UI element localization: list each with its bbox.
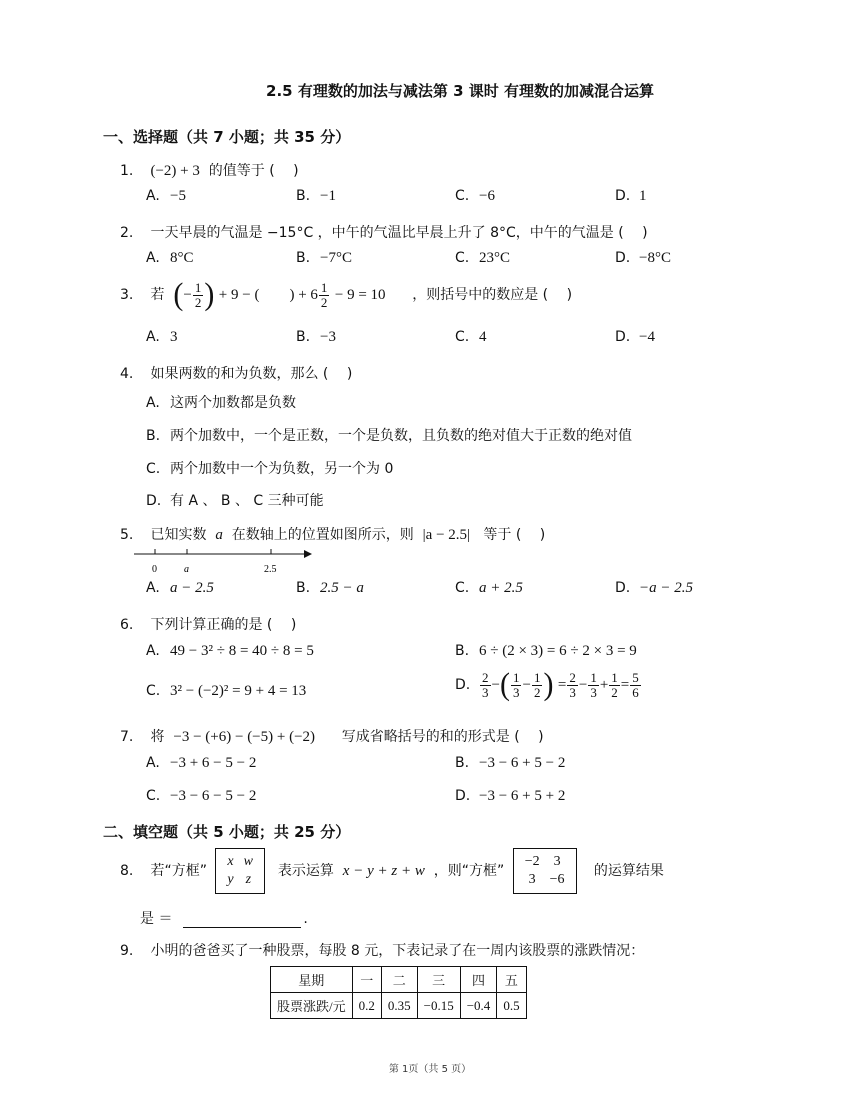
option-A: A. 8°C [146, 250, 194, 266]
tick-label-2.5: 2.5 [264, 564, 277, 575]
question-2 [120, 222, 648, 242]
option-C: C. a + 2.5 [455, 580, 523, 596]
option-D: D. 1 [615, 188, 647, 204]
question-number: 1. [120, 163, 134, 179]
option-D: D. 有 A 、 B 、 C 三种可能 [146, 493, 324, 509]
option-B: B. 2.5 − a [296, 580, 364, 596]
table-row: 股票涨跌/元 0.2 0.35 −0.15 −0.4 0.5 [271, 993, 527, 1019]
expression: x − y + z + w [342, 863, 425, 879]
question-text: 小明的爸爸买了一种股票，每股 8 元，下表记录了在一周内该股票的涨跌情况： [150, 943, 645, 959]
option-A: A. −5 [146, 188, 186, 204]
question-text: 一天早晨的气温是 −15°C ，中午的气温比早晨上升了 8°C，中午的气温是 ( ) [150, 225, 648, 241]
box-matrix-variables: x w y z [215, 848, 265, 894]
section-heading-fill: 二、填空题（共 5 小题；共 25 分） [103, 823, 351, 841]
option-A: A. 这两个加数都是负数 [146, 395, 296, 411]
option-C: C. −6 [455, 188, 495, 204]
option-C: C. 两个加数中一个为负数，另一个为 0 [146, 461, 394, 477]
question-3: 3. 若 (− $\frac{1}{2}$ ) + 9 − ( ) + 6 $\frac{1}{2}$ − 9 = 10 ，则括号中的数应是 ( ) [120, 277, 573, 312]
question-text: 的值等于 ( ) [208, 163, 299, 179]
fraction: $\frac{1}{2}$ [194, 279, 202, 310]
question-number: 4. [120, 366, 134, 382]
option-A: A. 49 − 3² ÷ 8 = 40 ÷ 8 = 5 [146, 643, 314, 659]
question-7: 7. 将 −3 − (+6) − (−5) + (−2) 写成省略括号的和的形式是 ( ) [120, 729, 544, 745]
answer-line: 是 ＝ . [140, 911, 308, 927]
option-C: C. −3 − 6 − 5 − 2 [146, 788, 257, 804]
question-text: 下列计算正确的是 ( ) [150, 617, 297, 633]
option-B: B. −7°C [296, 250, 352, 266]
question-9 [120, 940, 644, 960]
option-D: D. −4 [615, 329, 655, 345]
expression: (−2) + 3 [150, 163, 200, 179]
option-B: B. 6 ÷ (2 × 3) = 6 ÷ 2 × 3 = 9 [455, 643, 637, 659]
option-B: B. −3 [296, 329, 336, 345]
option-A: A. −3 + 6 − 5 − 2 [146, 755, 257, 771]
table-header-row: 星期 一 二 三 四 五 [271, 967, 527, 993]
option-A: A. a − 2.5 [146, 580, 214, 596]
question-number: 9. [120, 943, 134, 959]
tick-label-a: a [184, 564, 189, 575]
question-text: 写成省略括号的和的形式是 ( ) [341, 729, 544, 745]
question-number: 7. [120, 729, 134, 745]
tick-label-0: 0 [152, 564, 157, 575]
section-heading-choice: 一、选择题（共 7 小题；共 35 分） [103, 128, 351, 146]
stock-change-table [270, 966, 527, 1019]
option-A: A. 3 [146, 329, 178, 345]
question-number: 5. [120, 527, 134, 543]
page-footer: 第 1页（共 5 页） [388, 1064, 472, 1075]
option-D: D. $\frac{2}{3}$ −( $\frac{1}{3}$ − $\frac{1}{2}$ ) = $\frac{2}{3}$ − $\frac{1}{3}$ + $\frac{1}{2}$ = $\frac{5}{6}$ [455, 667, 639, 702]
question-number: 3. [120, 287, 134, 303]
box-matrix-numbers: −2 3 3 −6 [513, 848, 577, 894]
option-B: B. −1 [296, 188, 336, 204]
question-1 [120, 160, 299, 180]
question-number: 2. [120, 225, 134, 241]
question-text: 如果两数的和为负数，那么 ( ) [150, 366, 353, 382]
option-D: D. −a − 2.5 [615, 580, 693, 596]
option-C: C. 4 [455, 329, 487, 345]
option-D: D. −8°C [615, 250, 671, 266]
option-C: C. 3² − (−2)² = 9 + 4 = 13 [146, 683, 307, 699]
option-B: B. −3 − 6 + 5 − 2 [455, 755, 566, 771]
question-5: 5. 已知实数 a 在数轴上的位置如图所示，则 |a − 2.5| 等于 ( ) [120, 527, 546, 543]
number-line-figure [134, 548, 314, 576]
answer-blank[interactable] [183, 913, 301, 928]
expression: + 9 − ( ) + 6 [218, 287, 318, 303]
option-C: C. 23°C [455, 250, 511, 266]
option-B: B. 两个加数中，一个是正数，一个是负数，且负数的绝对值大于正数的绝对值 [146, 428, 632, 444]
question-number: 8. [120, 863, 134, 879]
expression: |a − 2.5| [422, 527, 471, 543]
question-8: 8. 若“方框” x w y z 表示运算 x − y + z + w ，则“方框” −2 3 3 −6 的运算结果 [120, 848, 664, 894]
question-4 [120, 363, 352, 383]
question-text: ，则括号中的数应是 ( ) [412, 287, 573, 303]
question-6 [120, 614, 296, 634]
question-number: 6. [120, 617, 134, 633]
option-D: D. −3 − 6 + 5 + 2 [455, 788, 566, 804]
page-title: 2.5 有理数的加法与减法第 3 课时 有理数的加减混合运算 [266, 82, 654, 100]
fraction: $\frac{1}{2}$ [320, 279, 328, 310]
expression: −3 − (+6) − (−5) + (−2) [173, 729, 316, 745]
